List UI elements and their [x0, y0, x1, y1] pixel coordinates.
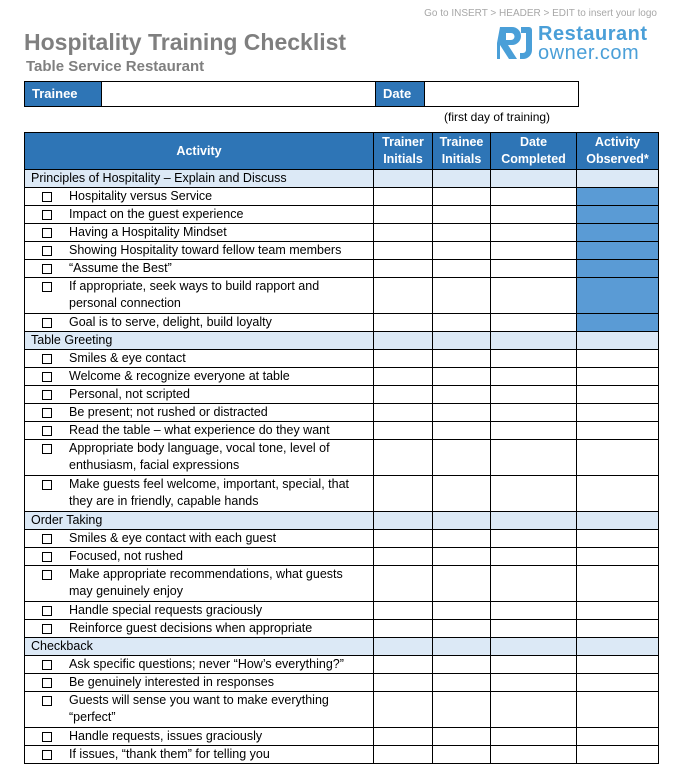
activity-cell: [25, 404, 374, 422]
activity-text: Having a Hospitality Mindset: [69, 225, 227, 239]
date-completed-cell[interactable]: [491, 386, 577, 404]
trainee-initials-cell[interactable]: [433, 404, 491, 422]
table-row: [25, 188, 659, 206]
activity-cell: [25, 674, 374, 692]
activity-text: Smiles & eye contact: [69, 351, 186, 365]
activity-cell: [25, 260, 374, 278]
table-row: [25, 422, 659, 440]
trainee-initials-cell[interactable]: [433, 386, 491, 404]
activity-text: Be present; not rushed or distracted: [69, 405, 268, 419]
activity-cell: [25, 620, 374, 638]
activity-text: Welcome & recognize everyone at table: [69, 369, 290, 383]
checkbox[interactable]: [42, 426, 52, 436]
table-row: [25, 278, 659, 314]
logo-text-line2: owner.com: [538, 42, 640, 64]
date-completed-cell[interactable]: [491, 368, 577, 386]
checkbox[interactable]: [42, 750, 52, 760]
section-empty-cell: [374, 512, 433, 530]
checklist-table: [24, 132, 659, 764]
table-row: [25, 404, 659, 422]
trainee-initials-cell[interactable]: [433, 422, 491, 440]
col-trainer-initials: Trainer Initials: [374, 133, 433, 170]
section-empty-cell: [491, 512, 577, 530]
checkbox[interactable]: [42, 696, 52, 706]
trainer-initials-cell[interactable]: [374, 692, 433, 728]
table-row: [25, 368, 659, 386]
section-title: Checkback: [25, 638, 374, 656]
trainer-initials-cell[interactable]: [374, 242, 433, 260]
checkbox[interactable]: [42, 570, 52, 580]
table-row: [25, 530, 659, 548]
activity-text: Handle special requests graciously: [69, 603, 263, 617]
checkbox[interactable]: [42, 408, 52, 418]
activity-cell: [25, 656, 374, 674]
activity-cell: [25, 530, 374, 548]
date-completed-cell[interactable]: [491, 242, 577, 260]
date-completed-cell[interactable]: [491, 476, 577, 512]
activity-observed-cell[interactable]: [577, 278, 659, 314]
table-row: [25, 692, 659, 728]
date-completed-cell[interactable]: [491, 566, 577, 602]
table-row: [25, 620, 659, 638]
activity-text: Impact on the guest experience: [69, 207, 244, 221]
activity-text: Guests will sense you want to make everything “perfect”: [69, 693, 329, 724]
checkbox[interactable]: [42, 282, 52, 292]
activity-observed-cell[interactable]: [577, 602, 659, 620]
trainee-initials-cell[interactable]: [433, 224, 491, 242]
activity-text: Hospitality versus Service: [69, 189, 213, 203]
trainer-initials-cell[interactable]: [374, 746, 433, 764]
trainer-initials-cell[interactable]: [374, 314, 433, 332]
checkbox[interactable]: [42, 264, 52, 274]
checkbox[interactable]: [42, 678, 52, 688]
activity-text: If appropriate, seek ways to build rapport and personal connection: [69, 279, 320, 310]
activity-observed-cell[interactable]: [577, 692, 659, 728]
activity-cell: [25, 206, 374, 224]
trainee-initials-cell[interactable]: [433, 548, 491, 566]
section-empty-cell: [374, 170, 433, 188]
activity-observed-cell[interactable]: [577, 728, 659, 746]
table-header-row: [25, 133, 659, 170]
trainee-initials-cell[interactable]: [433, 602, 491, 620]
trainee-initials-cell[interactable]: [433, 206, 491, 224]
trainee-initials-cell[interactable]: [433, 656, 491, 674]
trainer-initials-cell[interactable]: [374, 188, 433, 206]
date-completed-cell[interactable]: [491, 692, 577, 728]
section-empty-cell: [491, 170, 577, 188]
trainee-field[interactable]: [101, 81, 376, 107]
checkbox[interactable]: [42, 246, 52, 256]
section-empty-cell: [577, 170, 659, 188]
date-field[interactable]: [424, 81, 579, 107]
trainee-initials-cell[interactable]: [433, 242, 491, 260]
date-completed-cell[interactable]: [491, 260, 577, 278]
trainer-initials-cell[interactable]: [374, 422, 433, 440]
checkbox[interactable]: [42, 444, 52, 454]
date-completed-cell[interactable]: [491, 728, 577, 746]
trainee-initials-cell[interactable]: [433, 314, 491, 332]
page-title: Hospitality Training Checklist: [24, 29, 347, 55]
activity-observed-cell[interactable]: [577, 404, 659, 422]
activity-cell: [25, 242, 374, 260]
col-activity: Activity: [25, 133, 374, 170]
trainer-initials-cell[interactable]: [374, 548, 433, 566]
section-row: [25, 638, 659, 656]
table-row: [25, 548, 659, 566]
activity-cell: [25, 422, 374, 440]
activity-text: Personal, not scripted: [69, 387, 190, 401]
table-row: [25, 206, 659, 224]
activity-text: Focused, not rushed: [69, 549, 183, 563]
section-empty-cell: [433, 332, 491, 350]
table-row: [25, 224, 659, 242]
date-completed-cell[interactable]: [491, 278, 577, 314]
trainer-initials-cell[interactable]: [374, 620, 433, 638]
table-row: [25, 260, 659, 278]
table-row: [25, 386, 659, 404]
section-empty-cell: [577, 512, 659, 530]
trainer-initials-cell[interactable]: [374, 656, 433, 674]
activity-text: Reinforce guest decisions when appropriate: [69, 621, 313, 635]
activity-observed-cell[interactable]: [577, 476, 659, 512]
logo-text-line1: Restaurant: [538, 23, 648, 45]
trainer-initials-cell[interactable]: [374, 278, 433, 314]
activity-observed-cell[interactable]: [577, 260, 659, 278]
section-title: Order Taking: [25, 512, 374, 530]
date-completed-cell[interactable]: [491, 440, 577, 476]
activity-text: “Assume the Best”: [69, 261, 172, 275]
trainee-initials-cell[interactable]: [433, 530, 491, 548]
activity-text: If issues, “thank them” for telling you: [69, 747, 270, 761]
table-row: [25, 242, 659, 260]
section-empty-cell: [491, 638, 577, 656]
trainee-initials-cell[interactable]: [433, 368, 491, 386]
table-row: [25, 602, 659, 620]
activity-cell: [25, 188, 374, 206]
checkbox[interactable]: [42, 372, 52, 382]
table-row: [25, 314, 659, 332]
col-activity-observed: Activity Observed*: [577, 133, 659, 170]
table-row: [25, 350, 659, 368]
activity-cell: [25, 728, 374, 746]
activity-text: Be genuinely interested in responses: [69, 675, 274, 689]
activity-text: Goal is to serve, delight, build loyalty: [69, 315, 272, 329]
activity-text: Read the table – what experience do they want: [69, 423, 330, 437]
date-completed-cell[interactable]: [491, 620, 577, 638]
trainee-label: Trainee: [24, 81, 102, 107]
checkbox[interactable]: [42, 534, 52, 544]
section-empty-cell: [374, 332, 433, 350]
activity-observed-cell[interactable]: [577, 350, 659, 368]
activity-cell: [25, 476, 374, 512]
checkbox[interactable]: [42, 228, 52, 238]
checkbox[interactable]: [42, 318, 52, 328]
trainee-initials-cell[interactable]: [433, 278, 491, 314]
checkbox[interactable]: [42, 732, 52, 742]
trainer-initials-cell[interactable]: [374, 440, 433, 476]
section-empty-cell: [577, 332, 659, 350]
trainee-initials-cell[interactable]: [433, 188, 491, 206]
date-completed-cell[interactable]: [491, 404, 577, 422]
section-empty-cell: [491, 332, 577, 350]
date-completed-cell[interactable]: [491, 314, 577, 332]
checkbox[interactable]: [42, 606, 52, 616]
section-empty-cell: [433, 638, 491, 656]
trainee-initials-cell[interactable]: [433, 260, 491, 278]
table-row: [25, 674, 659, 692]
date-completed-cell[interactable]: [491, 188, 577, 206]
trainer-initials-cell[interactable]: [374, 224, 433, 242]
trainee-initials-cell[interactable]: [433, 674, 491, 692]
section-empty-cell: [577, 638, 659, 656]
date-completed-cell[interactable]: [491, 674, 577, 692]
activity-text: Handle requests, issues graciously: [69, 729, 263, 743]
activity-observed-cell[interactable]: [577, 386, 659, 404]
activity-observed-cell[interactable]: [577, 242, 659, 260]
section-row: [25, 332, 659, 350]
trainee-initials-cell[interactable]: [433, 350, 491, 368]
activity-cell: [25, 350, 374, 368]
activity-observed-cell[interactable]: [577, 224, 659, 242]
activity-cell: [25, 602, 374, 620]
section-row: [25, 170, 659, 188]
activity-text: Ask specific questions; never “How’s everything?”: [69, 657, 344, 671]
date-completed-cell[interactable]: [491, 548, 577, 566]
logo-placeholder-hint: Go to INSERT > HEADER > EDIT to insert your logo: [424, 8, 657, 19]
activity-cell: [25, 566, 374, 602]
activity-text: Make appropriate recommendations, what guests may genuinely enjoy: [69, 567, 343, 598]
activity-observed-cell[interactable]: [577, 440, 659, 476]
activity-cell: [25, 440, 374, 476]
activity-cell: [25, 746, 374, 764]
activity-observed-cell[interactable]: [577, 206, 659, 224]
activity-cell: [25, 278, 374, 314]
table-row: [25, 476, 659, 512]
trainer-initials-cell[interactable]: [374, 368, 433, 386]
trainer-initials-cell[interactable]: [374, 206, 433, 224]
date-completed-cell[interactable]: [491, 206, 577, 224]
date-completed-cell[interactable]: [491, 530, 577, 548]
activity-text: Appropriate body language, vocal tone, level of enthusiasm, facial expressions: [69, 441, 330, 472]
activity-observed-cell[interactable]: [577, 566, 659, 602]
checkbox[interactable]: [42, 480, 52, 490]
date-note: (first day of training): [444, 110, 551, 124]
activity-cell: [25, 692, 374, 728]
checkbox[interactable]: [42, 552, 52, 562]
trainee-initials-cell[interactable]: [433, 746, 491, 764]
section-title: Table Greeting: [25, 332, 374, 350]
trainer-initials-cell[interactable]: [374, 350, 433, 368]
date-label: Date: [375, 81, 425, 107]
activity-text: Smiles & eye contact with each guest: [69, 531, 277, 545]
date-completed-cell[interactable]: [491, 224, 577, 242]
activity-observed-cell[interactable]: [577, 188, 659, 206]
trainer-initials-cell[interactable]: [374, 566, 433, 602]
activity-cell: [25, 314, 374, 332]
trainer-initials-cell[interactable]: [374, 530, 433, 548]
page-subtitle: Table Service Restaurant: [26, 58, 205, 75]
activity-text: Showing Hospitality toward fellow team members: [69, 243, 342, 257]
date-completed-cell[interactable]: [491, 422, 577, 440]
activity-observed-cell[interactable]: [577, 674, 659, 692]
checkbox[interactable]: [42, 390, 52, 400]
date-completed-cell[interactable]: [491, 602, 577, 620]
activity-observed-cell[interactable]: [577, 422, 659, 440]
checkbox[interactable]: [42, 210, 52, 220]
activity-observed-cell[interactable]: [577, 530, 659, 548]
activity-observed-cell[interactable]: [577, 746, 659, 764]
ro-logo-icon: [497, 24, 535, 62]
checkbox[interactable]: [42, 354, 52, 364]
section-empty-cell: [433, 512, 491, 530]
table-row: [25, 440, 659, 476]
col-trainee-initials: Trainee Initials: [433, 133, 491, 170]
trainee-date-row: [24, 81, 579, 107]
activity-observed-cell[interactable]: [577, 548, 659, 566]
trainer-initials-cell[interactable]: [374, 602, 433, 620]
activity-observed-cell[interactable]: [577, 368, 659, 386]
checkbox[interactable]: [42, 192, 52, 202]
activity-text: Make guests feel welcome, important, special, that they are in friendly, capable hands: [69, 477, 349, 508]
trainee-initials-cell[interactable]: [433, 566, 491, 602]
date-completed-cell[interactable]: [491, 746, 577, 764]
table-row: [25, 728, 659, 746]
date-completed-cell[interactable]: [491, 656, 577, 674]
table-row: [25, 566, 659, 602]
section-title: Principles of Hospitality – Explain and Discuss: [25, 170, 374, 188]
activity-observed-cell[interactable]: [577, 620, 659, 638]
trainee-initials-cell[interactable]: [433, 728, 491, 746]
activity-cell: [25, 548, 374, 566]
section-row: [25, 512, 659, 530]
trainee-initials-cell[interactable]: [433, 476, 491, 512]
trainer-initials-cell[interactable]: [374, 674, 433, 692]
date-completed-cell[interactable]: [491, 350, 577, 368]
section-empty-cell: [433, 170, 491, 188]
checkbox[interactable]: [42, 624, 52, 634]
checklist-body: [25, 170, 659, 764]
col-date-completed: Date Completed: [491, 133, 577, 170]
trainer-initials-cell[interactable]: [374, 476, 433, 512]
trainer-initials-cell[interactable]: [374, 728, 433, 746]
restaurant-owner-logo: [497, 24, 659, 64]
activity-cell: [25, 224, 374, 242]
activity-observed-cell[interactable]: [577, 314, 659, 332]
trainer-initials-cell[interactable]: [374, 386, 433, 404]
activity-observed-cell[interactable]: [577, 656, 659, 674]
checkbox[interactable]: [42, 660, 52, 670]
table-row: [25, 746, 659, 764]
table-row: [25, 656, 659, 674]
trainer-initials-cell[interactable]: [374, 404, 433, 422]
trainee-initials-cell[interactable]: [433, 692, 491, 728]
activity-cell: [25, 368, 374, 386]
trainee-initials-cell[interactable]: [433, 440, 491, 476]
activity-cell: [25, 386, 374, 404]
trainee-initials-cell[interactable]: [433, 620, 491, 638]
section-empty-cell: [374, 638, 433, 656]
trainer-initials-cell[interactable]: [374, 260, 433, 278]
